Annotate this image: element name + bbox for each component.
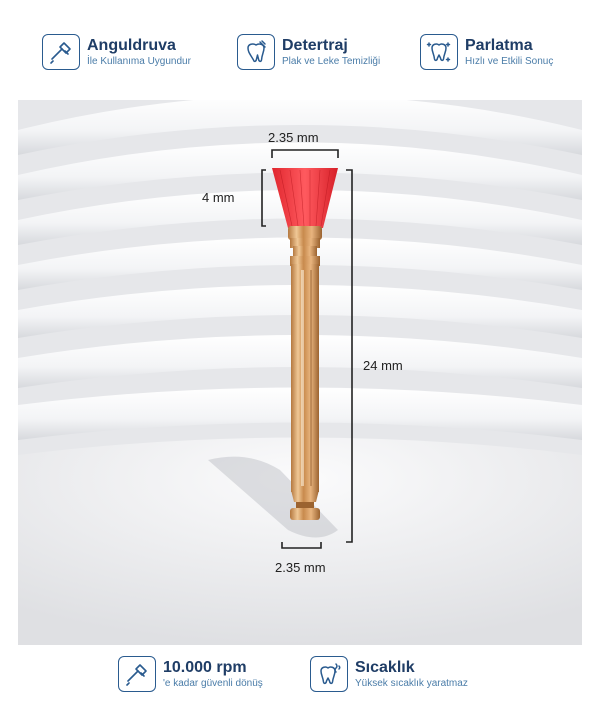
product-stage [18,100,582,645]
feature-subtitle: Plak ve Leke Temizliği [282,55,381,67]
feature-title: Anguldruva [87,37,176,55]
tooth-brush-icon [237,34,275,70]
feature-title: Parlatma [465,37,533,55]
feature-sicaklik [310,656,468,692]
dim-bottom-width: 2.35 mm [275,560,326,575]
feature-anguldruva [42,34,191,70]
feature-subtitle: 'e kadar güvenli dönüş [163,677,263,689]
feature-subtitle: Hızlı ve Etkili Sonuç [465,55,554,67]
feature-title: Sıcaklık [355,659,415,677]
tooth-heat-icon [310,656,348,692]
metal-shank [288,226,322,520]
handpiece-icon [42,34,80,70]
sparkle-tooth-icon [420,34,458,70]
feature-subtitle: İle Kullanıma Uygundur [87,55,191,67]
feature-subtitle: Yüksek sıcaklık yaratmaz [355,677,468,689]
bristle-head [272,168,338,228]
feature-detertraj [237,34,380,70]
feature-title: 10.000 rpm [163,659,247,677]
feature-parlatma [420,34,553,70]
dim-top-width: 2.35 mm [268,130,319,145]
dim-total-length: 24 mm [363,358,403,373]
feature-rpm [118,656,263,692]
feature-title: Detertraj [282,37,348,55]
dim-bristle-height: 4 mm [202,190,235,205]
handpiece-icon [118,656,156,692]
